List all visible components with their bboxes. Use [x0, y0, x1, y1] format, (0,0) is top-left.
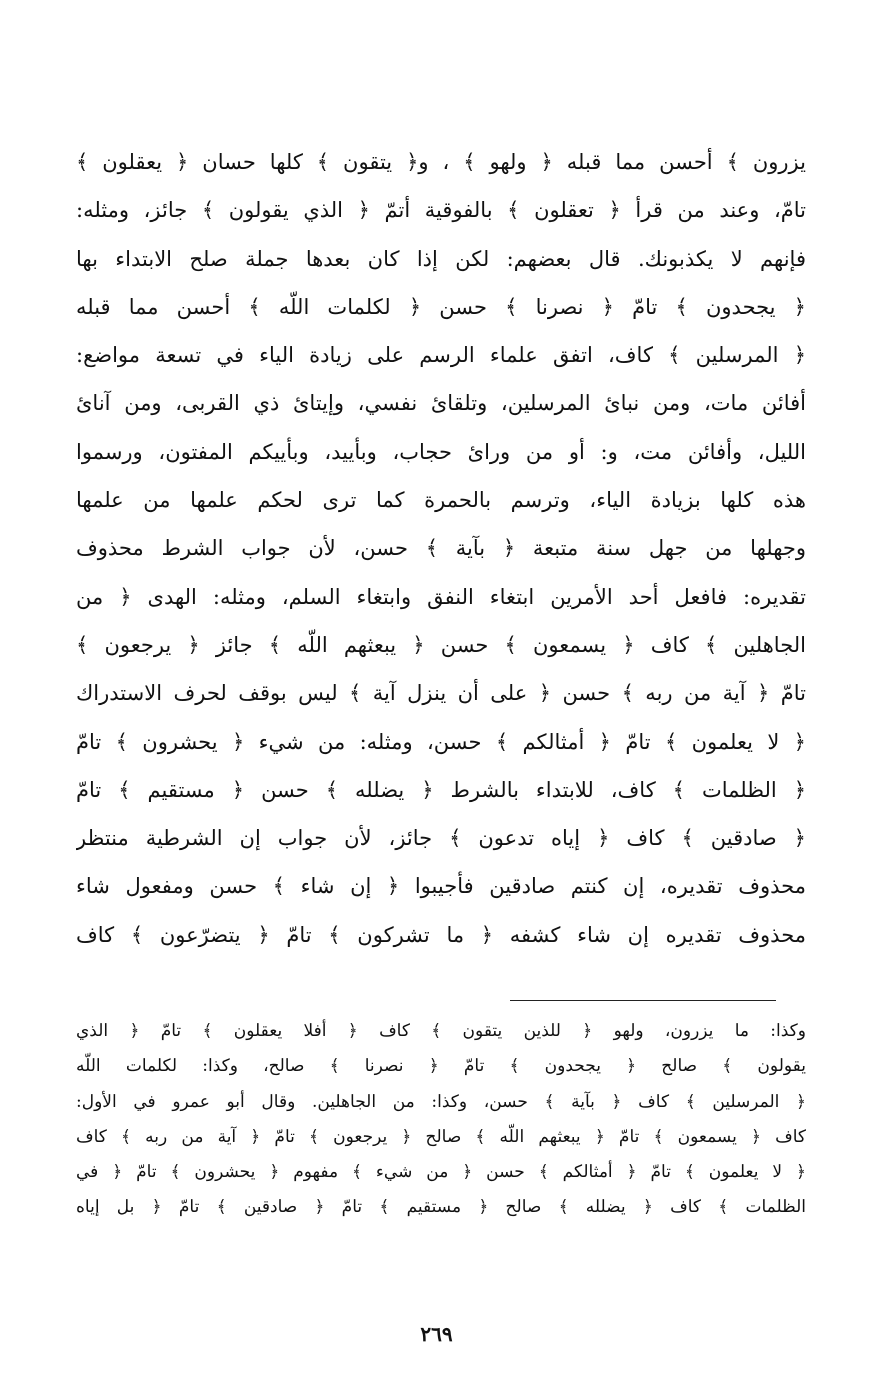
footnote-line: الظلمات ﴾ كاف ﴿ يضلله ﴾ صالح ﴿ مستقيم ﴾ تامّ ﴿ صادقين ﴾ تامّ ﴿ بل إياه	[76, 1197, 806, 1218]
text-line: يزرون ﴾ أحسن مما قبله ﴿ ولهو ﴾ ، و﴿ يتقون ﴾ كلها حسان ﴿ يعقلون ﴾	[76, 150, 806, 174]
text-line: فإنهم لا يكذبونك. قال بعضهم: لكن إذا كان بعدها جملة صلح الابتداء بها	[76, 246, 806, 271]
text-line: أفائن مات، ومن نباىٔ المرسلين، وتلقاىٔ نفسي، وإيتاىٔ ذي القربى، ومن آناىٔ	[76, 391, 806, 416]
text-line: الجاهلين ﴾ كاف ﴿ يسمعون ﴾ حسن ﴿ يبعثهم اللّه ﴾ جائز ﴿ يرجعون ﴾	[76, 632, 806, 657]
footnote-line: ﴿ المرسلين ﴾ كاف ﴿ بآية ﴾ حسن، وكذا: من الجاهلين. وقال أبو عمرو في الأول:	[76, 1091, 806, 1112]
page-number: ٢٦٩	[420, 1322, 453, 1346]
footnote-line: وكذا: ما يزرون، ولهو ﴿ للذين يتقون ﴾ كاف ﴿ أفلا يعقلون ﴾ تامّ ﴿ الذي	[76, 1021, 806, 1041]
text-line: تامّ ﴿ آية من ربه ﴾ حسن ﴿ على أن ينزل آية ﴾ ليس بوقف لحرف الاستدراك	[76, 681, 806, 706]
text-line: محذوف تقديره إن شاء كشفه ﴿ ما تشركون ﴾ تامّ ﴿ يتضرّعون ﴾ كاف	[76, 922, 806, 947]
text-line: ﴿ المرسلين ﴾ كاف، اتفق علماء الرسم على زيادة الياء في تسعة مواضع:	[76, 343, 806, 368]
main-text-body	[76, 138, 806, 959]
text-line: تقديره: فافعل أحد الأمرين ابتغاء النفق وابتغاء السلم، ومثله: الهدى ﴿ من	[76, 584, 806, 609]
footnote-line: يقولون ﴾ صالح ﴿ يجحدون ﴾ تامّ ﴿ نصرنا ﴾ صالح، وكذا: لكلمات اللّه	[76, 1056, 806, 1077]
footnote-separator	[510, 1000, 776, 1001]
footnote-line: كاف ﴿ يسمعون ﴾ تامّ ﴿ يبعثهم اللّه ﴾ صالح ﴿ يرجعون ﴾ تامّ ﴿ آية من ربه ﴾ كاف	[76, 1126, 806, 1147]
text-line: ﴿ لا يعلمون ﴾ تامّ ﴿ أمثالكم ﴾ حسن، ومثله: من شيء ﴿ يحشرون ﴾ تامّ	[76, 729, 806, 754]
text-line: محذوف تقديره، إن كنتم صادقين فأجيبوا ﴿ إن شاء ﴾ حسن ومفعول شاء	[76, 874, 806, 899]
text-line: تامّ، وعند من قرأ ﴿ تعقلون ﴾ بالفوقية أتمّ ﴿ الذي يقولون ﴾ جائز، ومثله:	[76, 198, 806, 223]
text-line: ﴿ الظلمات ﴾ كاف، للابتداء بالشرط ﴿ يضلله ﴾ حسن ﴿ مستقيم ﴾ تامّ	[76, 777, 806, 802]
text-line: ﴿ يجحدون ﴾ تامّ ﴿ نصرنا ﴾ حسن ﴿ لكلمات اللّه ﴾ أحسن مما قبله	[76, 294, 806, 319]
footnote-line: ﴿ لا يعلمون ﴾ تامّ ﴿ أمثالكم ﴾ حسن ﴿ من شيء ﴾ مفهوم ﴿ يحشرون ﴾ تامّ ﴿ في	[76, 1162, 806, 1183]
text-line: وجهلها من جهل سنة متبعة ﴿ بآية ﴾ حسن، لأن جواب الشرط محذوف	[76, 536, 806, 561]
text-line: ﴿ صادقين ﴾ كاف ﴿ إياه تدعون ﴾ جائز، لأن جواب إن الشرطية منتظر	[76, 826, 806, 851]
text-line: هذه كلها بزيادة الياء، وترسم بالحمرة كما ترى لحكم علمها من علمها	[76, 488, 806, 513]
text-line: الليل، وأفائن مت، و: أو من وراىٔ حجاب، وبأييد، وبأييكم المفتون، ورسموا	[76, 439, 806, 464]
footnotes	[76, 1014, 806, 1226]
